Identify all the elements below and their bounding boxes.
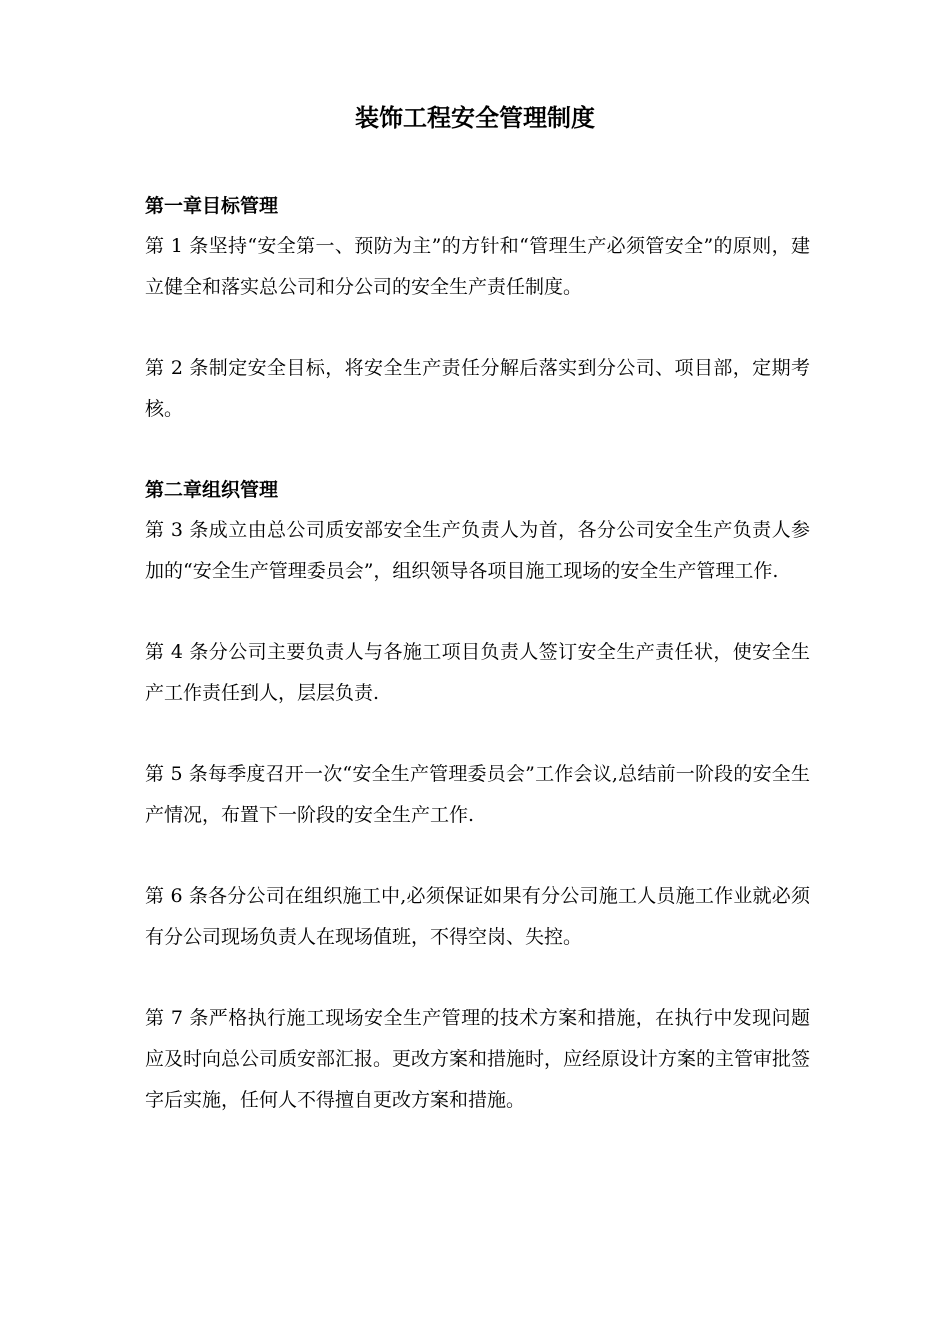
article-1: 第 1 条坚持“安全第一、预防为主”的方针和“管理生产必须管安全”的原则，建立健全和落实总公司和分公司的安全生产责任制度。 [145,235,810,298]
chapter-1 [145,186,810,430]
article-7: 第 7 条严格执行施工现场安全生产管理的技术方案和措施，在执行中发现问题应及时向总公司质安部汇报。更改方案和措施时，应经原设计方案的主管审批签字后实施，任何人不得擅自更改方案和措施。 [145,1007,811,1111]
article-3: 第 3 条成立由总公司质安部安全生产负责人为首，各分公司安全生产负责人参加的“安全生产管理委员会”，组织领导各项目施工现场的安全生产管理工作. [145,519,810,582]
chapter-heading: 第二章组织管理 [145,479,279,501]
article-6: 第 6 条各分公司在组织施工中,必须保证如果有分公司施工人员施工作业就必须有分公司现场负责人在现场值班，不得空岗、失控。 [145,885,810,948]
article-5: 第 5 条每季度召开一次“安全生产管理委员会”工作会议,总结前一阶段的安全生产情况，布置下一阶段的安全生产工作. [145,763,810,826]
document-body [145,186,810,1121]
document-title: 装饰工程安全管理制度 [355,104,595,132]
chapter-heading: 第一章目标管理 [145,195,279,217]
chapter-2 [145,470,810,1121]
article-4: 第 4 条分公司主要负责人与各施工项目负责人签订安全生产责任状，使安全生产工作责任到人，层层负责. [145,641,810,704]
article-2: 第 2 条制定安全目标，将安全生产责任分解后落实到分公司、项目部，定期考核。 [145,357,810,420]
